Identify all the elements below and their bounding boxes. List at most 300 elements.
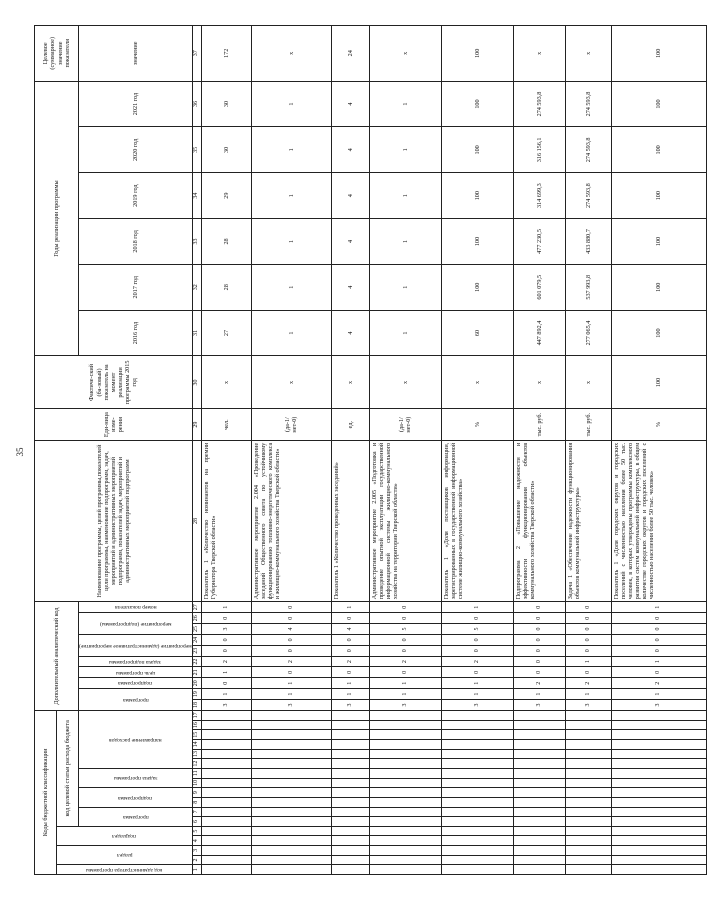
budget-code-cell xyxy=(331,749,369,759)
year-value: 28 xyxy=(201,219,251,265)
column-number: 23 xyxy=(192,645,201,656)
analytic-code-digit: 1 xyxy=(611,689,706,700)
budget-code-cell xyxy=(611,826,706,836)
analytic-code-digit: 1 xyxy=(441,678,513,689)
analytic-code-digit: 0 xyxy=(201,613,251,624)
budget-code-cell xyxy=(369,788,441,798)
analytic-code-digit: 2 xyxy=(201,656,251,667)
budget-code-cell xyxy=(611,807,706,817)
budget-code-cell xyxy=(611,836,706,846)
column-number: 25 xyxy=(192,624,201,635)
column-number: 17 xyxy=(193,712,200,719)
budget-code-cell xyxy=(565,855,611,865)
analytic-code-digit: 2 xyxy=(251,656,331,667)
row-name: Показатель 1 «Количество проведенных заседаний» xyxy=(331,440,369,602)
row-actual: x xyxy=(565,356,611,409)
analytic-code-digit: 0 xyxy=(611,613,706,624)
budget-code-cell xyxy=(565,749,611,759)
analytic-code-digit: 5 xyxy=(441,624,513,635)
analytic-code-digit: 0 xyxy=(331,634,369,645)
year-value: 4 xyxy=(331,81,369,127)
year-2021-header: 2021 год xyxy=(79,81,193,127)
column-number: 5 xyxy=(192,826,201,836)
ac-program-goal-header: цель программы xyxy=(79,667,193,678)
row-actual: x xyxy=(441,356,513,409)
year-value: 1 xyxy=(251,219,331,265)
analytic-code-digit: 0 xyxy=(513,645,565,656)
year-value: 30 xyxy=(201,127,251,173)
analytic-code-digit: 0 xyxy=(565,634,611,645)
budget-code-cell xyxy=(441,768,513,778)
budget-code-cell xyxy=(513,807,565,817)
row-unit: (да-1/ нет-0) xyxy=(251,409,331,440)
year-value: 27 xyxy=(201,310,251,356)
column-number: 26 xyxy=(192,613,201,624)
column-number: 27 xyxy=(192,602,201,613)
year-value: 29 xyxy=(201,173,251,219)
budget-code-cell xyxy=(201,759,251,769)
budget-code-cell xyxy=(565,826,611,836)
budget-code-cell xyxy=(611,720,706,730)
row-target: x xyxy=(513,26,565,82)
budget-code-cell xyxy=(201,855,251,865)
budget-codes-header: Коды бюджетной классификации xyxy=(35,710,57,874)
budget-code-cell xyxy=(441,855,513,865)
budget-code-cell xyxy=(513,836,565,846)
budget-code-cell xyxy=(331,730,369,740)
budget-code-cell xyxy=(251,865,331,875)
target-value-header: значение xyxy=(79,26,193,82)
budget-code-cell xyxy=(513,855,565,865)
row-name: Задача 1 «Обеспечение надежности функционирования объектов коммунальной инфраструктуры» xyxy=(565,440,611,602)
analytic-code-digit: 0 xyxy=(565,624,611,635)
analytic-code-digit: 0 xyxy=(331,613,369,624)
table-row xyxy=(331,26,369,875)
analytic-code-digit: 0 xyxy=(565,602,611,613)
budget-code-cell xyxy=(369,836,441,846)
year-value: 1 xyxy=(251,127,331,173)
column-number: 13 xyxy=(193,751,200,757)
budget-code-cell xyxy=(251,855,331,865)
analytic-code-digit: 0 xyxy=(611,645,706,656)
table-row xyxy=(201,26,251,875)
section-header: раздел xyxy=(57,846,193,865)
year-value: 274 593,8 xyxy=(513,81,565,127)
analytic-code-digit: 0 xyxy=(565,613,611,624)
column-number: 33 xyxy=(192,219,201,265)
year-2020-header: 2020 год xyxy=(79,127,193,173)
indicator-rows xyxy=(201,26,706,875)
column-number: 9 xyxy=(192,788,201,798)
budget-code-cell xyxy=(331,836,369,846)
budget-code-cell xyxy=(201,788,251,798)
column-number: 19 xyxy=(192,689,201,700)
budget-code-cell xyxy=(611,855,706,865)
analytic-code-digit: 0 xyxy=(331,667,369,678)
analytic-code-digit: 0 xyxy=(369,613,441,624)
analytic-code-digit: 0 xyxy=(251,667,331,678)
year-value: 316 156,1 xyxy=(513,127,565,173)
analytic-code-digit: 0 xyxy=(201,678,251,689)
row-actual: x xyxy=(331,356,369,409)
analytic-code-digit: 3 xyxy=(331,700,369,711)
year-value: 100 xyxy=(611,264,706,310)
budget-code-cell xyxy=(565,865,611,875)
budget-code-cell xyxy=(611,759,706,769)
table-row xyxy=(611,26,706,875)
row-target: x xyxy=(369,26,441,82)
column-number: 21 xyxy=(192,667,201,678)
budget-code-cell xyxy=(331,788,369,798)
column-number: 15 xyxy=(193,731,200,738)
rotated-table-page xyxy=(34,25,663,875)
budget-code-cell xyxy=(441,797,513,807)
column-number: 3 xyxy=(192,846,201,856)
column-number: 32 xyxy=(192,264,201,310)
budget-code-cell xyxy=(611,730,706,740)
row-target: x xyxy=(251,26,331,82)
row-unit: % xyxy=(611,409,706,440)
budget-code-cell xyxy=(369,807,441,817)
analytic-code-digit: 1 xyxy=(251,689,331,700)
budget-code-cell xyxy=(565,720,611,730)
analytic-code-digit: 3 xyxy=(201,624,251,635)
program-indicators-table xyxy=(34,25,707,875)
row-target: 24 xyxy=(331,26,369,82)
budget-code-cell xyxy=(513,817,565,827)
budget-code-cell xyxy=(251,710,331,720)
column-number: 14 xyxy=(193,741,200,748)
budget-code-cell xyxy=(441,836,513,846)
budget-code-cell xyxy=(441,749,513,759)
budget-code-cell xyxy=(201,740,251,750)
year-value: 4 xyxy=(331,173,369,219)
budget-code-cell xyxy=(251,749,331,759)
row-unit: % xyxy=(441,409,513,440)
year-value: 477 230,5 xyxy=(513,219,565,265)
budget-code-cell xyxy=(441,826,513,836)
year-value: 100 xyxy=(441,219,513,265)
year-value: 314 699,3 xyxy=(513,173,565,219)
budget-code-cell xyxy=(251,826,331,836)
budget-code-cell xyxy=(611,865,706,875)
column-number: 24 xyxy=(192,634,201,645)
analytic-code-digit: 0 xyxy=(513,602,565,613)
budget-code-cell xyxy=(201,768,251,778)
table-row xyxy=(251,26,331,875)
analytic-code-digit: 0 xyxy=(611,624,706,635)
budget-code-cell xyxy=(441,788,513,798)
budget-code-cell xyxy=(331,768,369,778)
budget-code-cell xyxy=(201,710,251,720)
analytic-code-digit: 1 xyxy=(565,689,611,700)
budget-code-cell xyxy=(331,826,369,836)
year-value: 447 892,4 xyxy=(513,310,565,356)
analytic-code-digit: 0 xyxy=(441,667,513,678)
budget-code-cell xyxy=(369,797,441,807)
analytic-code-digit: 0 xyxy=(513,613,565,624)
year-value: 1 xyxy=(369,127,441,173)
analytic-code-digit: 3 xyxy=(251,700,331,711)
budget-code-cell xyxy=(331,855,369,865)
budget-code-cell xyxy=(251,759,331,769)
year-value: 60 xyxy=(441,310,513,356)
subsection-header: подраздел xyxy=(57,826,193,845)
analytic-code-digit: 1 xyxy=(513,689,565,700)
table-row xyxy=(513,26,565,875)
budget-code-cell xyxy=(441,730,513,740)
analytic-code-digit: 4 xyxy=(251,624,331,635)
column-number: 1 xyxy=(192,865,201,875)
year-2016-header: 2016 год xyxy=(79,310,193,356)
page-number: 35 xyxy=(15,447,25,457)
budget-code-cell xyxy=(513,730,565,740)
analytic-code-digit: 1 xyxy=(331,678,369,689)
budget-code-cell xyxy=(513,797,565,807)
analytic-code-digit: 0 xyxy=(513,634,565,645)
budget-code-cell xyxy=(513,826,565,836)
year-value: 4 xyxy=(331,219,369,265)
budget-code-cell xyxy=(611,768,706,778)
analytic-code-digit: 4 xyxy=(331,624,369,635)
column-number: 7 xyxy=(192,807,201,817)
column-number: 11 xyxy=(193,770,200,777)
year-value: 274 593,8 xyxy=(565,173,611,219)
budget-code-cell xyxy=(513,749,565,759)
budget-code-cell xyxy=(565,807,611,817)
budget-code-cell xyxy=(369,855,441,865)
row-name: Административное мероприятие 2.004 «Проведение заседаний Общественного совета по устойчивому функционированию топливно-энергетического комплекса и жилищно-коммунального хозяйства Тверской области» xyxy=(251,440,331,602)
analytic-code-digit: 0 xyxy=(369,634,441,645)
row-actual: x xyxy=(201,356,251,409)
year-value: 100 xyxy=(441,81,513,127)
budget-code-cell xyxy=(611,817,706,827)
budget-code-cell xyxy=(201,817,251,827)
row-target: 172 xyxy=(201,26,251,82)
budget-code-cell xyxy=(369,865,441,875)
subprogram-header: подпрограмма xyxy=(79,788,193,807)
budget-code-cell xyxy=(369,710,441,720)
budget-code-cell xyxy=(369,846,441,856)
row-name: Показатель 1 «Доля городских округов и городских поселений с численностью населения более 50 тыс. человек, в которых утверждены программы комплексного развития систем коммунальной инфраструктуры, в общем количестве городских округов и городских поселений с численностью населения более 50 тыс. человек» xyxy=(611,440,706,602)
analytic-code-digit: 3 xyxy=(611,700,706,711)
analytic-code-digit: 3 xyxy=(369,700,441,711)
year-value: 274 593,8 xyxy=(565,127,611,173)
analytic-code-digit: 2 xyxy=(369,656,441,667)
analytic-code-digit: 1 xyxy=(331,602,369,613)
analytic-code-digit: 0 xyxy=(565,667,611,678)
year-value: 100 xyxy=(611,173,706,219)
ac-subprogram-header: подпрограмма xyxy=(79,678,193,689)
budget-code-cell xyxy=(201,865,251,875)
budget-code-cell xyxy=(565,740,611,750)
row-actual: x xyxy=(251,356,331,409)
analytic-code-digit: 0 xyxy=(441,645,513,656)
analytic-code-digit: 1 xyxy=(611,602,706,613)
analytic-code-digit: 0 xyxy=(369,645,441,656)
row-name: Показатель 1 «Доля поставщиков информации, зарегистрированных в государственной информационной системе жилищно-коммунального хозяйства» xyxy=(441,440,513,602)
row-target: 100 xyxy=(611,26,706,82)
year-value: 100 xyxy=(611,81,706,127)
year-value: 1 xyxy=(369,81,441,127)
budget-code-cell xyxy=(251,836,331,846)
column-number: 10 xyxy=(193,779,200,786)
year-value: 100 xyxy=(611,127,706,173)
expense-direction-header: направление расходов xyxy=(79,710,193,768)
budget-code-cell xyxy=(331,865,369,875)
year-value: 601 079,5 xyxy=(513,264,565,310)
budget-code-cell xyxy=(441,720,513,730)
column-number: 2 xyxy=(192,855,201,865)
column-number: 35 xyxy=(192,127,201,173)
analytic-code-digit: 2 xyxy=(565,678,611,689)
budget-code-cell xyxy=(369,740,441,750)
row-unit: (да-1/ нет-0) xyxy=(369,409,441,440)
row-unit: ед. xyxy=(331,409,369,440)
budget-code-cell xyxy=(369,749,441,759)
budget-code-cell xyxy=(251,797,331,807)
budget-code-cell xyxy=(251,730,331,740)
analytic-code-digit: 0 xyxy=(251,645,331,656)
column-number: 20 xyxy=(192,678,201,689)
analytic-code-digit: 0 xyxy=(369,667,441,678)
year-value: 28 xyxy=(201,264,251,310)
unit-header: Еди-ница изме-рения xyxy=(35,409,193,440)
ac-subprogram-task-header: задача подпрограммы xyxy=(79,656,193,667)
column-number: 34 xyxy=(192,173,201,219)
budget-code-cell xyxy=(611,778,706,788)
table-row xyxy=(369,26,441,875)
analytic-code-digit: 0 xyxy=(513,656,565,667)
budget-code-cell xyxy=(201,807,251,817)
analytic-code-digit: 3 xyxy=(441,700,513,711)
analytic-code-digit: 1 xyxy=(441,602,513,613)
analytic-code-digit: 0 xyxy=(201,634,251,645)
analytic-code-digit: 1 xyxy=(201,602,251,613)
budget-code-cell xyxy=(251,768,331,778)
analytic-code-digit: 2 xyxy=(611,678,706,689)
analytic-code-digit: 0 xyxy=(251,602,331,613)
budget-code-cell xyxy=(513,768,565,778)
additional-code-header: Дополнительный аналитический код xyxy=(35,602,79,711)
budget-code-cell xyxy=(565,759,611,769)
year-value: 4 xyxy=(331,264,369,310)
budget-code-cell xyxy=(513,720,565,730)
analytic-code-digit: 1 xyxy=(369,689,441,700)
budget-code-cell xyxy=(611,710,706,720)
budget-code-cell xyxy=(565,797,611,807)
budget-code-cell xyxy=(565,846,611,856)
program-header: программа xyxy=(79,807,193,826)
budget-code-cell xyxy=(513,788,565,798)
row-target: x xyxy=(565,26,611,82)
year-value: 4 xyxy=(331,310,369,356)
analytic-code-digit: 0 xyxy=(441,634,513,645)
row-actual: 100 xyxy=(611,356,706,409)
analytic-code-digit: 0 xyxy=(251,613,331,624)
year-value: 1 xyxy=(251,173,331,219)
budget-code-cell xyxy=(369,817,441,827)
budget-code-cell xyxy=(611,749,706,759)
budget-code-cell xyxy=(331,846,369,856)
budget-code-cell xyxy=(441,710,513,720)
row-name: Административное мероприятие 2.005 «Подготовка и проведение опытной эксплуатации государственной информационной системы жилищно-коммунального хозяйства на территории Тверской области» xyxy=(369,440,441,602)
year-value: 1 xyxy=(369,310,441,356)
budget-code-cell xyxy=(565,788,611,798)
analytic-code-digit: 0 xyxy=(513,667,565,678)
budget-code-cell xyxy=(251,720,331,730)
row-actual: x xyxy=(513,356,565,409)
year-value: 100 xyxy=(441,173,513,219)
year-value: 1 xyxy=(369,173,441,219)
year-value: 30 xyxy=(201,81,251,127)
year-2019-header: 2019 год xyxy=(79,173,193,219)
analytic-code-digit: 3 xyxy=(201,700,251,711)
row-target: 100 xyxy=(441,26,513,82)
budget-code-cell xyxy=(369,778,441,788)
row-name: Подпрограмма 2 «Повышение надежности и эффективности функционирования объектов коммунального хозяйства Тверской области» xyxy=(513,440,565,602)
analytic-code-digit: 1 xyxy=(441,689,513,700)
column-number: 28 xyxy=(192,440,201,602)
year-value: 537 993,8 xyxy=(565,264,611,310)
budget-code-cell xyxy=(441,807,513,817)
column-number: 4 xyxy=(192,836,201,846)
budget-code-cell xyxy=(201,797,251,807)
budget-code-cell xyxy=(201,826,251,836)
budget-code-cell xyxy=(331,740,369,750)
budget-code-cell xyxy=(565,778,611,788)
year-value: 100 xyxy=(441,264,513,310)
row-name: Показатель 1 «Количество номинантов на премии Губернатора Тверской области» xyxy=(201,440,251,602)
analytic-code-digit: 1 xyxy=(201,667,251,678)
budget-code-cell xyxy=(251,807,331,817)
analytic-code-digit: 1 xyxy=(201,689,251,700)
budget-code-cell xyxy=(369,826,441,836)
year-2017-header: 2017 год xyxy=(79,264,193,310)
table-row xyxy=(441,26,513,875)
year-value: 4 xyxy=(331,127,369,173)
budget-code-cell xyxy=(513,846,565,856)
budget-code-cell xyxy=(441,778,513,788)
analytic-code-digit: 5 xyxy=(369,624,441,635)
budget-code-cell xyxy=(441,759,513,769)
analytic-code-digit: 0 xyxy=(331,645,369,656)
column-number: 31 xyxy=(192,310,201,356)
budget-code-cell xyxy=(201,749,251,759)
budget-code-cell xyxy=(565,730,611,740)
name-header: Наименование программы, целей программы,показателей цели программы, наименование подпрограмм, задач, мероприятий и административных мероприятий подпрограмм, показателей задач, мероприятий и административных мероприятий подпрограмм xyxy=(35,440,193,602)
budget-code-cell xyxy=(565,836,611,846)
year-value: 1 xyxy=(251,310,331,356)
analytic-code-digit: 2 xyxy=(331,656,369,667)
program-task-header: задача программы xyxy=(79,768,193,787)
budget-code-cell xyxy=(331,710,369,720)
year-value: 1 xyxy=(369,219,441,265)
budget-code-cell xyxy=(611,797,706,807)
analytic-code-digit: 0 xyxy=(201,645,251,656)
column-number: 29 xyxy=(192,409,201,440)
budget-code-cell xyxy=(441,865,513,875)
budget-code-cell xyxy=(369,759,441,769)
column-number: 12 xyxy=(193,760,200,767)
year-value: 100 xyxy=(441,127,513,173)
analytic-code-digit: 0 xyxy=(441,613,513,624)
budget-code-cell xyxy=(611,788,706,798)
budget-code-cell xyxy=(251,788,331,798)
budget-code-cell xyxy=(565,817,611,827)
budget-code-cell xyxy=(611,740,706,750)
ac-program-header: программа xyxy=(79,689,193,711)
